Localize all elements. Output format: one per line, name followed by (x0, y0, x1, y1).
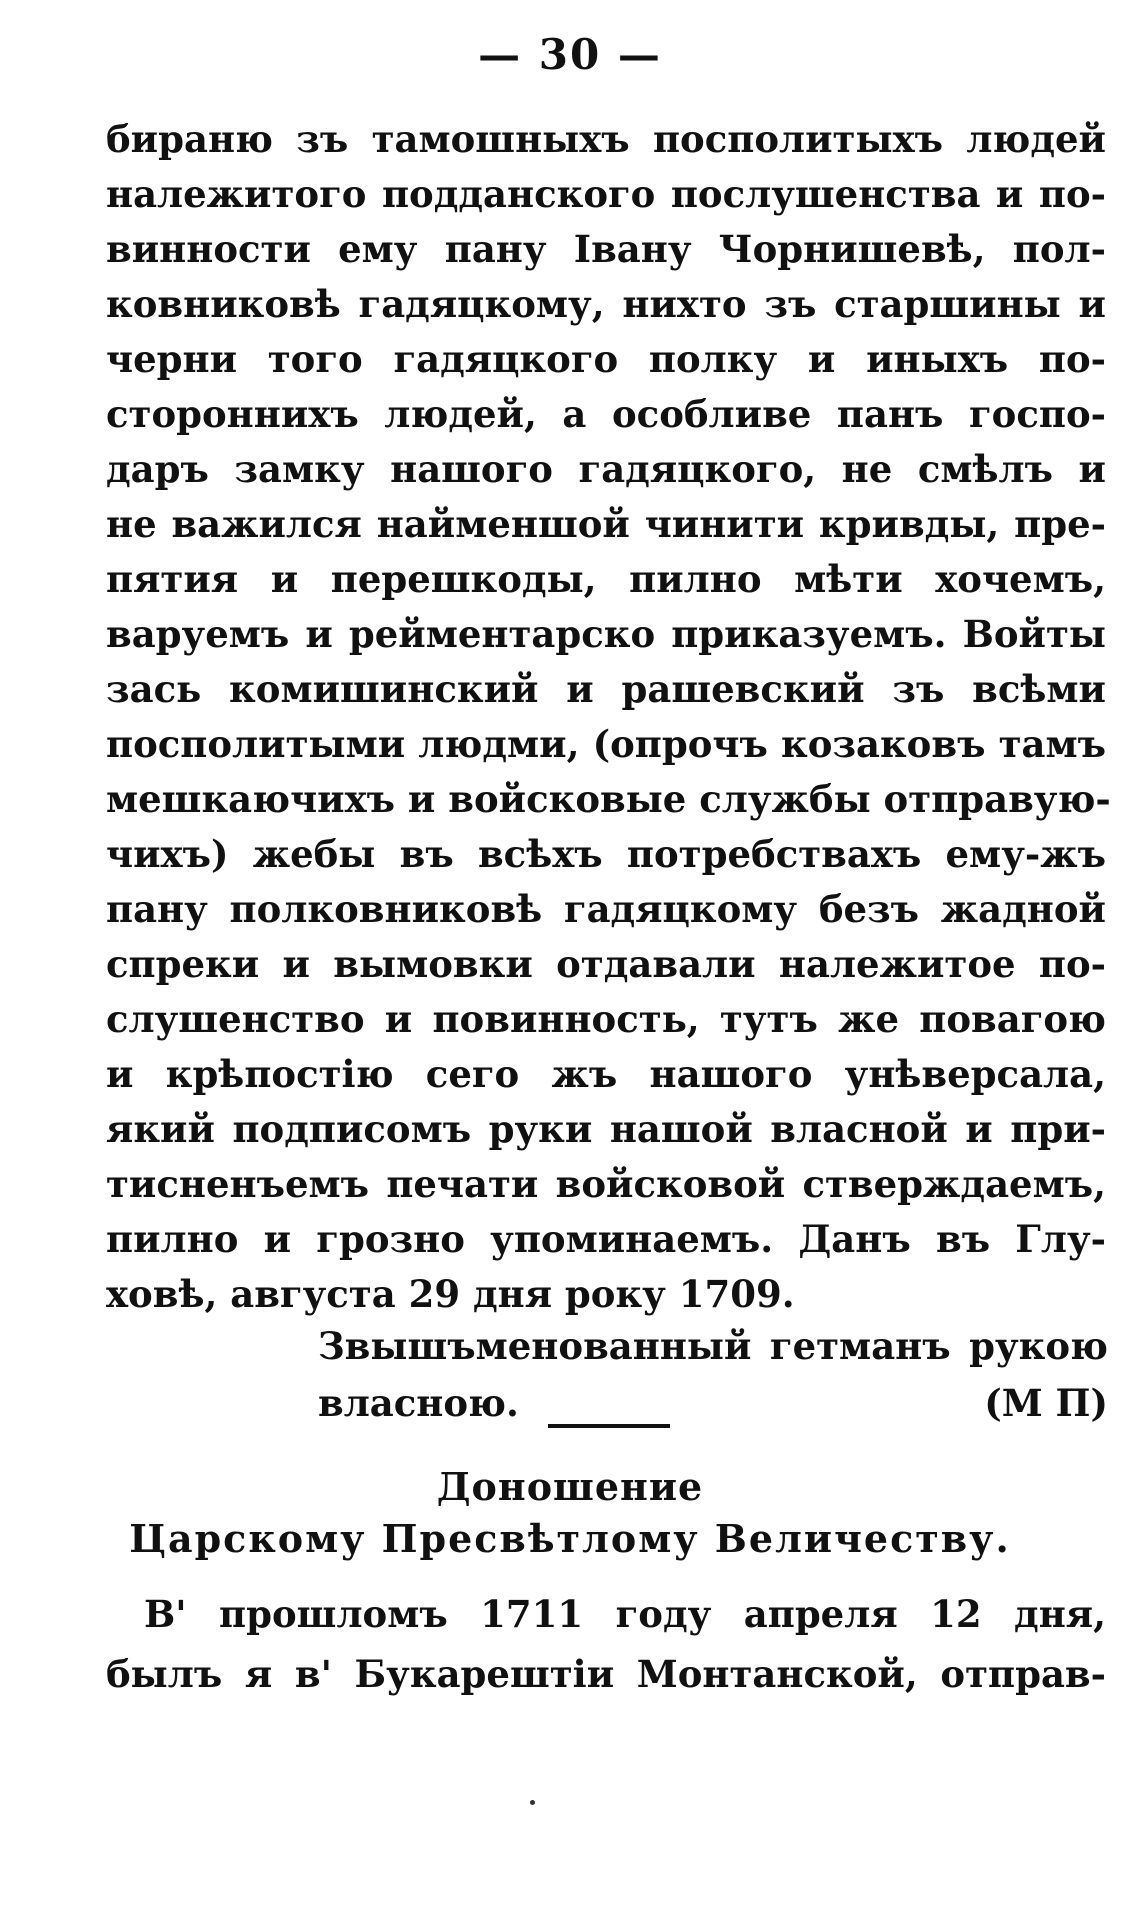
text-line: пану полковниковѣ гадяцкому безъ жадной (106, 887, 1106, 931)
text-line: чихъ) жебы въ всѣхъ потребствахъ ему-жъ (106, 832, 1106, 876)
text-line: тисненъемъ печати войсковой стверждаемъ, (106, 1162, 1106, 1206)
text-line: спреки и вымовки отдавали належитое по- (106, 942, 1106, 986)
text-line: ковниковѣ гадяцкому, нихто зъ старшины и (106, 282, 1106, 326)
body-paragraph (106, 112, 1111, 1322)
text-line: былъ я в' Букарештіи Монтанской, отправ- (106, 1652, 1106, 1696)
final-paragraph (106, 1584, 1106, 1704)
text-line: варуемъ и рейментарско приказуемъ. Войты (106, 612, 1106, 656)
signature-line: Звышъменованный гетманъ рукою (318, 1324, 1108, 1368)
page-number: — 30 — (478, 30, 662, 79)
text-line: стороннихъ людей, а особливе панъ госпо- (106, 392, 1106, 436)
section-divider (548, 1424, 670, 1428)
signature-row (318, 1375, 1108, 1432)
text-line: пятия и перешкоды, пилно мѣти хочемъ, (106, 557, 1106, 601)
text-line: не важился найменшой чинити кривды, пре- (106, 502, 1106, 546)
text-line: даръ замку нашого гадяцкого, не смѣлъ и (106, 447, 1106, 491)
signature-block (318, 1318, 1108, 1432)
text-line: мешкаючихъ и войсковые службы отправую- (106, 777, 1111, 821)
section-heading: Доношение (436, 1464, 704, 1509)
text-line: пилно и грозно упоминаемъ. Данъ въ Глу- (106, 1217, 1106, 1261)
text-line: винности ему пану Івану Чорнишевѣ, пол- (106, 227, 1106, 271)
text-line: посполитыми людми, (опрочъ козаковъ тамъ (106, 722, 1106, 766)
text-line: який подписомъ руки нашой власной и при- (106, 1107, 1106, 1151)
text-line: слушенство и повинность, тутъ же повагою (106, 997, 1106, 1041)
signature-line-2: власною. (318, 1381, 519, 1425)
text-line: В' прошломъ 1711 году апреля 12 дня, (144, 1592, 1106, 1636)
text-line: бираню зъ тамошныхъ посполитыхъ людей (106, 117, 1106, 161)
text-line: и крѣпостію сего жъ нашого унѣверсала, (106, 1052, 1106, 1096)
seal-mark: (М П) (984, 1381, 1108, 1425)
text-line: ховѣ, августа 29 дня року 1709. (106, 1272, 795, 1316)
section-subheading: Царскому Пресвѣтлому Величеству. (129, 1516, 1011, 1561)
text-line: черни того гадяцкого полку и иныхъ по- (106, 337, 1106, 381)
print-speck (530, 1800, 535, 1805)
text-line: зась комишинский и рашевский зъ всѣми (106, 667, 1106, 711)
text-line: належитого подданского послушенства и по- (106, 172, 1106, 216)
